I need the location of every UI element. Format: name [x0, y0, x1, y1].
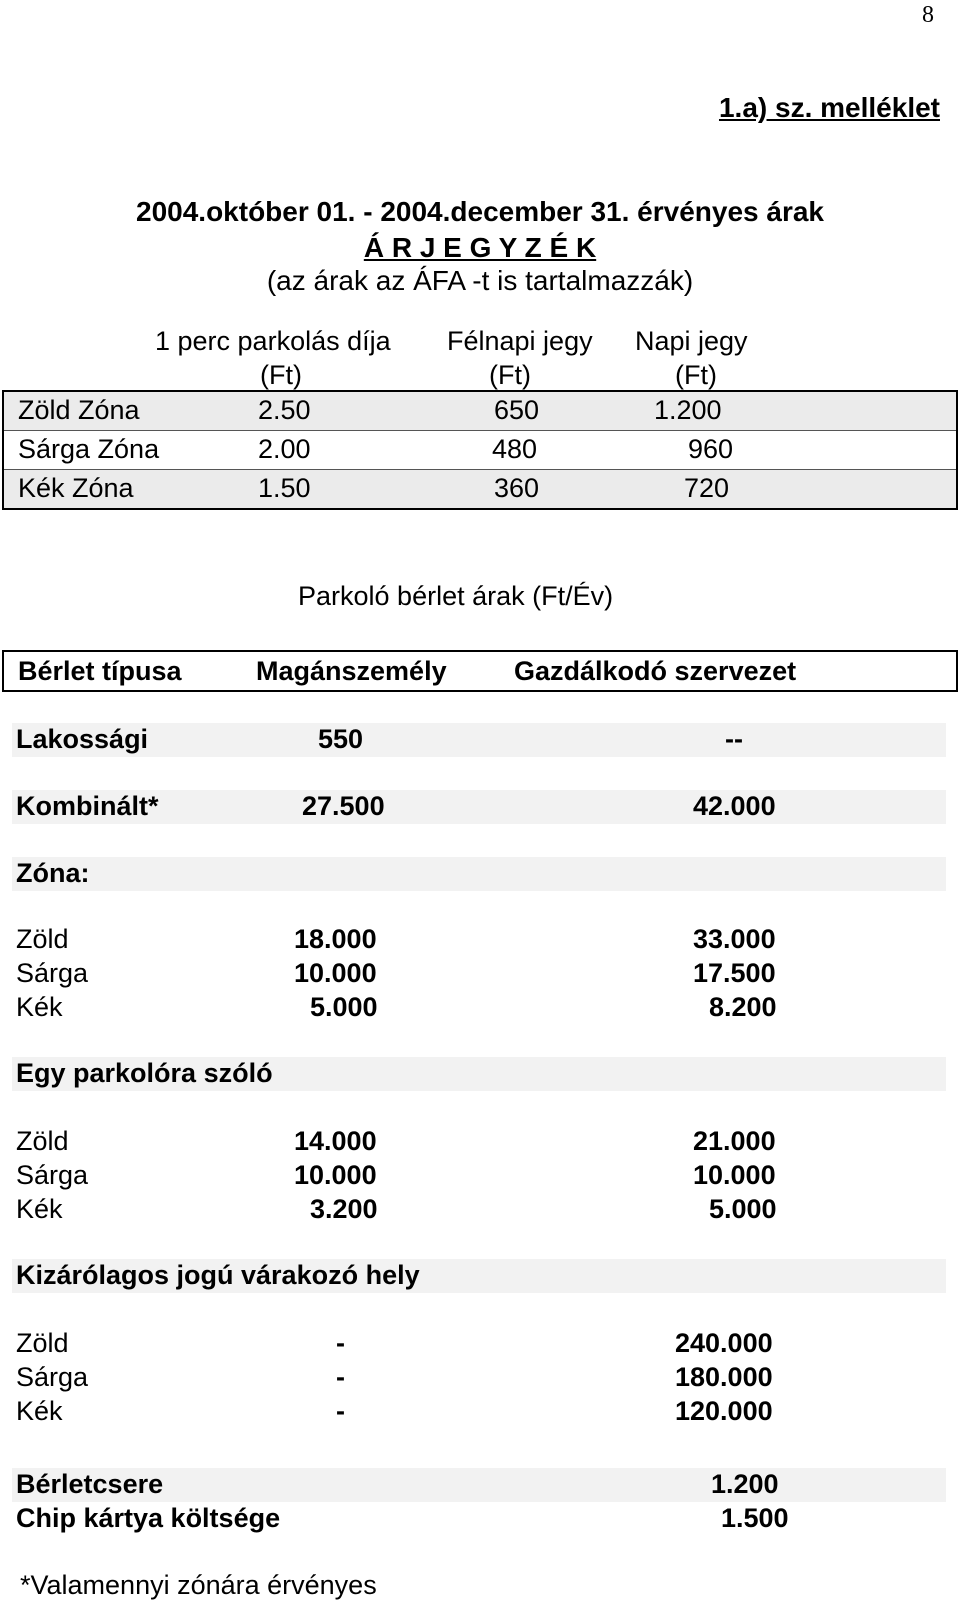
section-label-zona: Zóna: [16, 858, 90, 888]
business-price: 5.000 [709, 1194, 777, 1224]
header-daily: Napi jegy [635, 326, 748, 356]
private-price: 10.000 [294, 958, 377, 988]
business-price: 120.000 [675, 1396, 773, 1426]
private-price: - [336, 1328, 345, 1358]
row-label-chip: Chip kártya költsége [16, 1503, 281, 1533]
header-business: Gazdálkodó szervezet [514, 656, 797, 686]
business-price: 42.000 [693, 791, 776, 821]
private-price: 550 [318, 724, 364, 754]
zone-name: Kék Zóna [18, 473, 134, 503]
pass-section-title: Parkoló bérlet árak (Ft/Év) [298, 581, 614, 611]
business-price: 33.000 [693, 924, 776, 954]
zone-name: Zöld [16, 1328, 69, 1358]
unit-half-day: (Ft) [489, 360, 531, 390]
vat-note: (az árak az ÁFA -t is tartalmazzák) [266, 265, 694, 296]
business-price: 17.500 [693, 958, 776, 988]
zone-name: Sárga [16, 1160, 89, 1190]
band-lakossagi [12, 723, 946, 757]
daily-price: 1.200 [654, 395, 722, 425]
business-price: 180.000 [675, 1362, 773, 1392]
business-price: 10.000 [693, 1160, 776, 1190]
private-price: 5.000 [310, 992, 378, 1022]
half-day-price: 650 [494, 395, 540, 425]
private-price: 27.500 [302, 791, 385, 821]
business-price: 8.200 [709, 992, 777, 1022]
row-label-lakossagi: Lakossági [16, 724, 149, 754]
pass-table-header [2, 650, 958, 692]
header-per-minute: 1 perc parkolás díja [155, 326, 391, 356]
private-price: - [336, 1396, 345, 1426]
private-price: 3.200 [310, 1194, 378, 1224]
business-price: 21.000 [693, 1126, 776, 1156]
table-row [4, 392, 956, 431]
annex-label: 1.a) sz. melléklet [718, 92, 940, 123]
private-price: 10.000 [294, 1160, 377, 1190]
page-number: 8 [922, 2, 934, 28]
chip-price: 1.500 [721, 1503, 789, 1533]
header-pass-type: Bérlet típusa [18, 656, 182, 686]
half-day-price: 480 [492, 434, 538, 464]
footnote: *Valamennyi zónára érvényes [20, 1570, 377, 1600]
table-row [4, 470, 956, 508]
zone-name: Kék [16, 1194, 63, 1224]
business-price: 240.000 [675, 1328, 773, 1358]
page-title: Á R J E G Y Z É K [363, 232, 597, 263]
zone-price-table [2, 390, 958, 510]
zone-name: Zöld [16, 1126, 69, 1156]
unit-per-minute: (Ft) [260, 360, 302, 390]
private-price: 14.000 [294, 1126, 377, 1156]
section-label-egy-parkolo: Egy parkolóra szóló [16, 1058, 273, 1088]
zone-name: Sárga [16, 958, 89, 988]
per-minute-price: 2.50 [258, 395, 311, 425]
row-label-kombinalt: Kombinált* [16, 791, 159, 821]
berletcsere-price: 1.200 [711, 1469, 779, 1499]
zone-name: Zöld [16, 924, 69, 954]
zone-name: Sárga [16, 1362, 89, 1392]
row-label-berletcsere: Bérletcsere [16, 1469, 164, 1499]
daily-price: 720 [684, 473, 730, 503]
validity-period: 2004.október 01. - 2004.december 31. érvényes árak [136, 196, 824, 227]
business-price: -- [725, 724, 743, 754]
zone-name: Zöld Zóna [18, 395, 140, 425]
header-private: Magánszemély [256, 656, 447, 686]
table-row [4, 431, 956, 470]
unit-daily: (Ft) [675, 360, 717, 390]
private-price: - [336, 1362, 345, 1392]
per-minute-price: 1.50 [258, 473, 311, 503]
band-zona [12, 857, 946, 891]
section-label-kizarolagos: Kizárólagos jogú várakozó hely [16, 1260, 420, 1290]
header-half-day: Félnapi jegy [447, 326, 593, 356]
private-price: 18.000 [294, 924, 377, 954]
daily-price: 960 [688, 434, 734, 464]
zone-name: Kék [16, 1396, 63, 1426]
half-day-price: 360 [494, 473, 540, 503]
per-minute-price: 2.00 [258, 434, 311, 464]
zone-name: Kék [16, 992, 63, 1022]
zone-name: Sárga Zóna [18, 434, 160, 464]
